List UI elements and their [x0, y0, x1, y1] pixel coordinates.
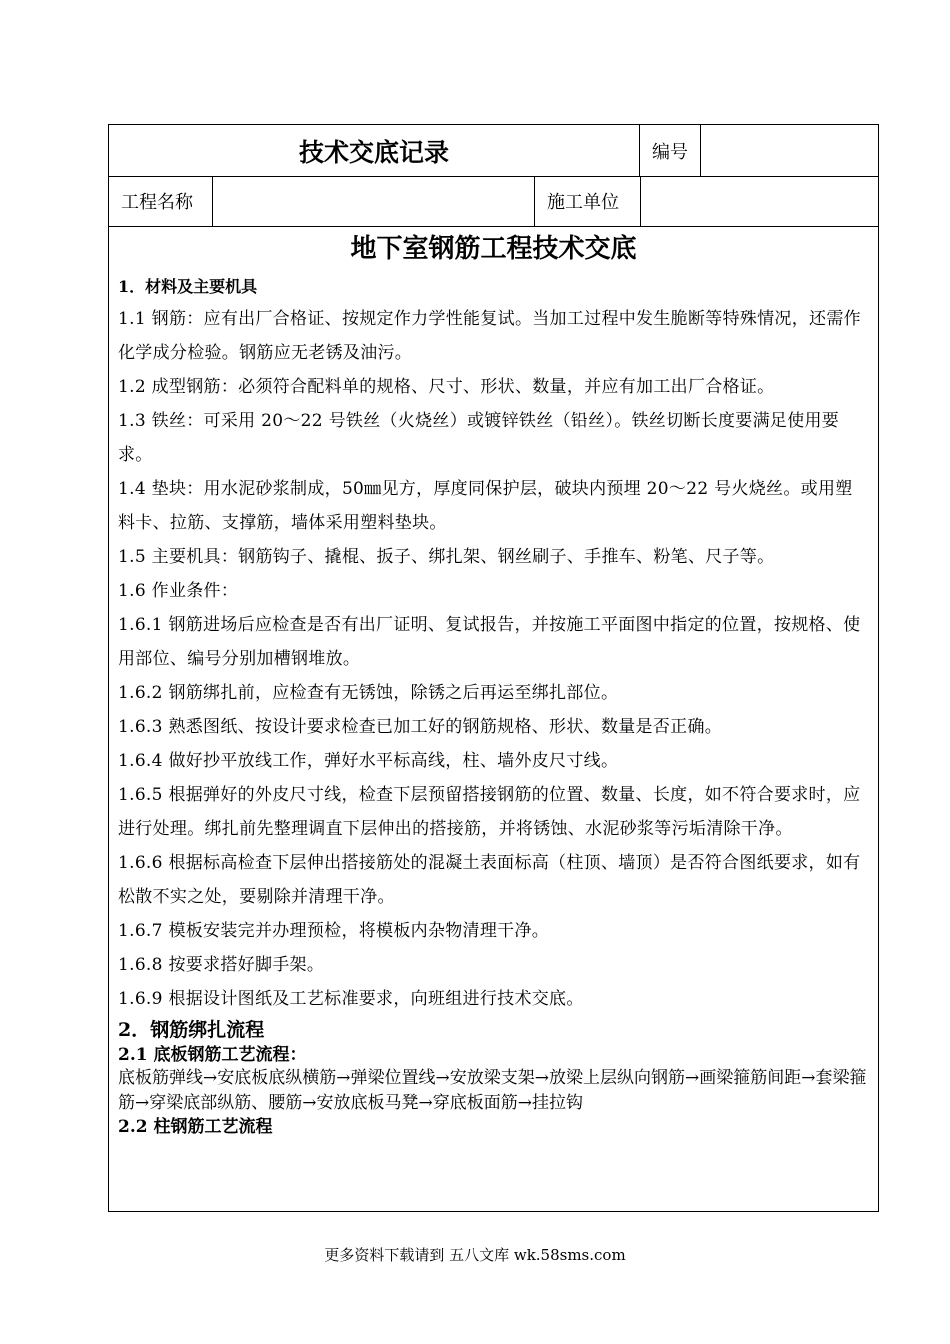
- number-label: 编号: [640, 125, 701, 176]
- project-name-value: [213, 176, 535, 226]
- record-title: 技术交底记录: [109, 125, 640, 176]
- number-value: [701, 125, 878, 176]
- footer-note: 更多资料下载请到 五八文库 wk.58sms.com: [324, 1246, 626, 1264]
- technical-disclosure-form: [108, 124, 879, 1212]
- document-body: [109, 226, 878, 1138]
- paragraph-1-4: 1.4 垫块：用水泥砂浆制成，50㎜见方，厚度同保护层，破块内预埋 20～22 号火烧丝。或用塑料卡、拉筋、支撑筋，墙体采用塑料垫块。: [118, 479, 853, 533]
- form-header-row: [109, 125, 878, 177]
- section2-heading: 2．钢筋绑扎流程: [118, 1019, 265, 1041]
- paragraph-1-6-5: 1.6.5 根据弹好的外皮尺寸线，检查下层预留搭接钢筋的位置、数量、长度，如不符合要求时，应进行处理。绑扎前先整理调直下层伸出的搭接筋，并将锈蚀、水泥砂浆等污垢清除干净。: [118, 785, 861, 839]
- construction-unit-label: 施工单位: [535, 176, 641, 226]
- paragraph-1-6: 1.6 作业条件：: [118, 581, 239, 601]
- paragraph-1-6-2: 1.6.2 钢筋绑扎前，应检查有无锈蚀，除锈之后再运至绑扎部位。: [118, 683, 619, 703]
- paragraph-1-6-1: 1.6.1 钢筋进场后应检查是否有出厂证明、复试报告，并按施工平面图中指定的位置，按规格、使用部位、编号分别加槽钢堆放。: [118, 615, 861, 669]
- paragraph-1-6-9: 1.6.9 根据设计图纸及工艺标准要求，向班组进行技术交底。: [118, 989, 584, 1009]
- paragraph-1-6-8: 1.6.8 按要求搭好脚手架。: [118, 955, 325, 975]
- paragraph-1-3: 1.3 铁丝：可采用 20～22 号铁丝（火烧丝）或镀锌铁丝（铅丝）。铁丝切断长度要满足使用要求。: [118, 411, 840, 465]
- project-info-row: [109, 176, 878, 227]
- paragraph-1-5: 1.5 主要机具：钢筋钩子、撬棍、扳子、绑扎架、钢丝刷子、手推车、粉笔、尺子等。: [118, 547, 775, 567]
- document-title: 地下室钢筋工程技术交底: [350, 234, 637, 264]
- paragraph-1-1: 1.1 钢筋：应有出厂合格证、按规定作力学性能复试。当加工过程中发生脆断等特殊情况，还需作化学成分检验。钢筋应无老锈及油污。: [118, 309, 861, 363]
- paragraph-1-6-6: 1.6.6 根据标高检查下层伸出搭接筋处的混凝土表面标高（柱顶、墙顶）是否符合图纸要求，如有松散不实之处，要剔除并清理干净。: [118, 853, 861, 907]
- paragraph-1-6-7: 1.6.7 模板安装完并办理预检，将模板内杂物清理干净。: [118, 921, 550, 941]
- paragraph-1-2: 1.2 成型钢筋：必须符合配料单的规格、尺寸、形状、数量，并应有加工出厂合格证。: [118, 377, 775, 397]
- subsection-2-2-heading: 2.2 柱钢筋工艺流程: [118, 1117, 273, 1137]
- construction-unit-value: [641, 176, 878, 226]
- paragraph-1-6-3: 1.6.3 熟悉图纸、按设计要求检查已加工好的钢筋规格、形状、数量是否正确。: [118, 717, 723, 737]
- subsection-2-1-flow: 底板筋弹线→安底板底纵横筋→弹梁位置线→安放梁支架→放梁上层纵向钢筋→画梁箍筋间距→套梁箍筋→穿梁底部纵筋、腰筋→安放底板马凳→穿底板面筋→挂拉钩: [118, 1068, 867, 1113]
- subsection-2-1-heading: 2.1 底板钢筋工艺流程：: [118, 1045, 307, 1065]
- project-name-label: 工程名称: [109, 176, 213, 226]
- paragraph-1-6-4: 1.6.4 做好抄平放线工作，弹好水平标高线，柱、墙外皮尺寸线。: [118, 751, 619, 771]
- section1-heading: 1．材料及主要机具: [118, 277, 258, 296]
